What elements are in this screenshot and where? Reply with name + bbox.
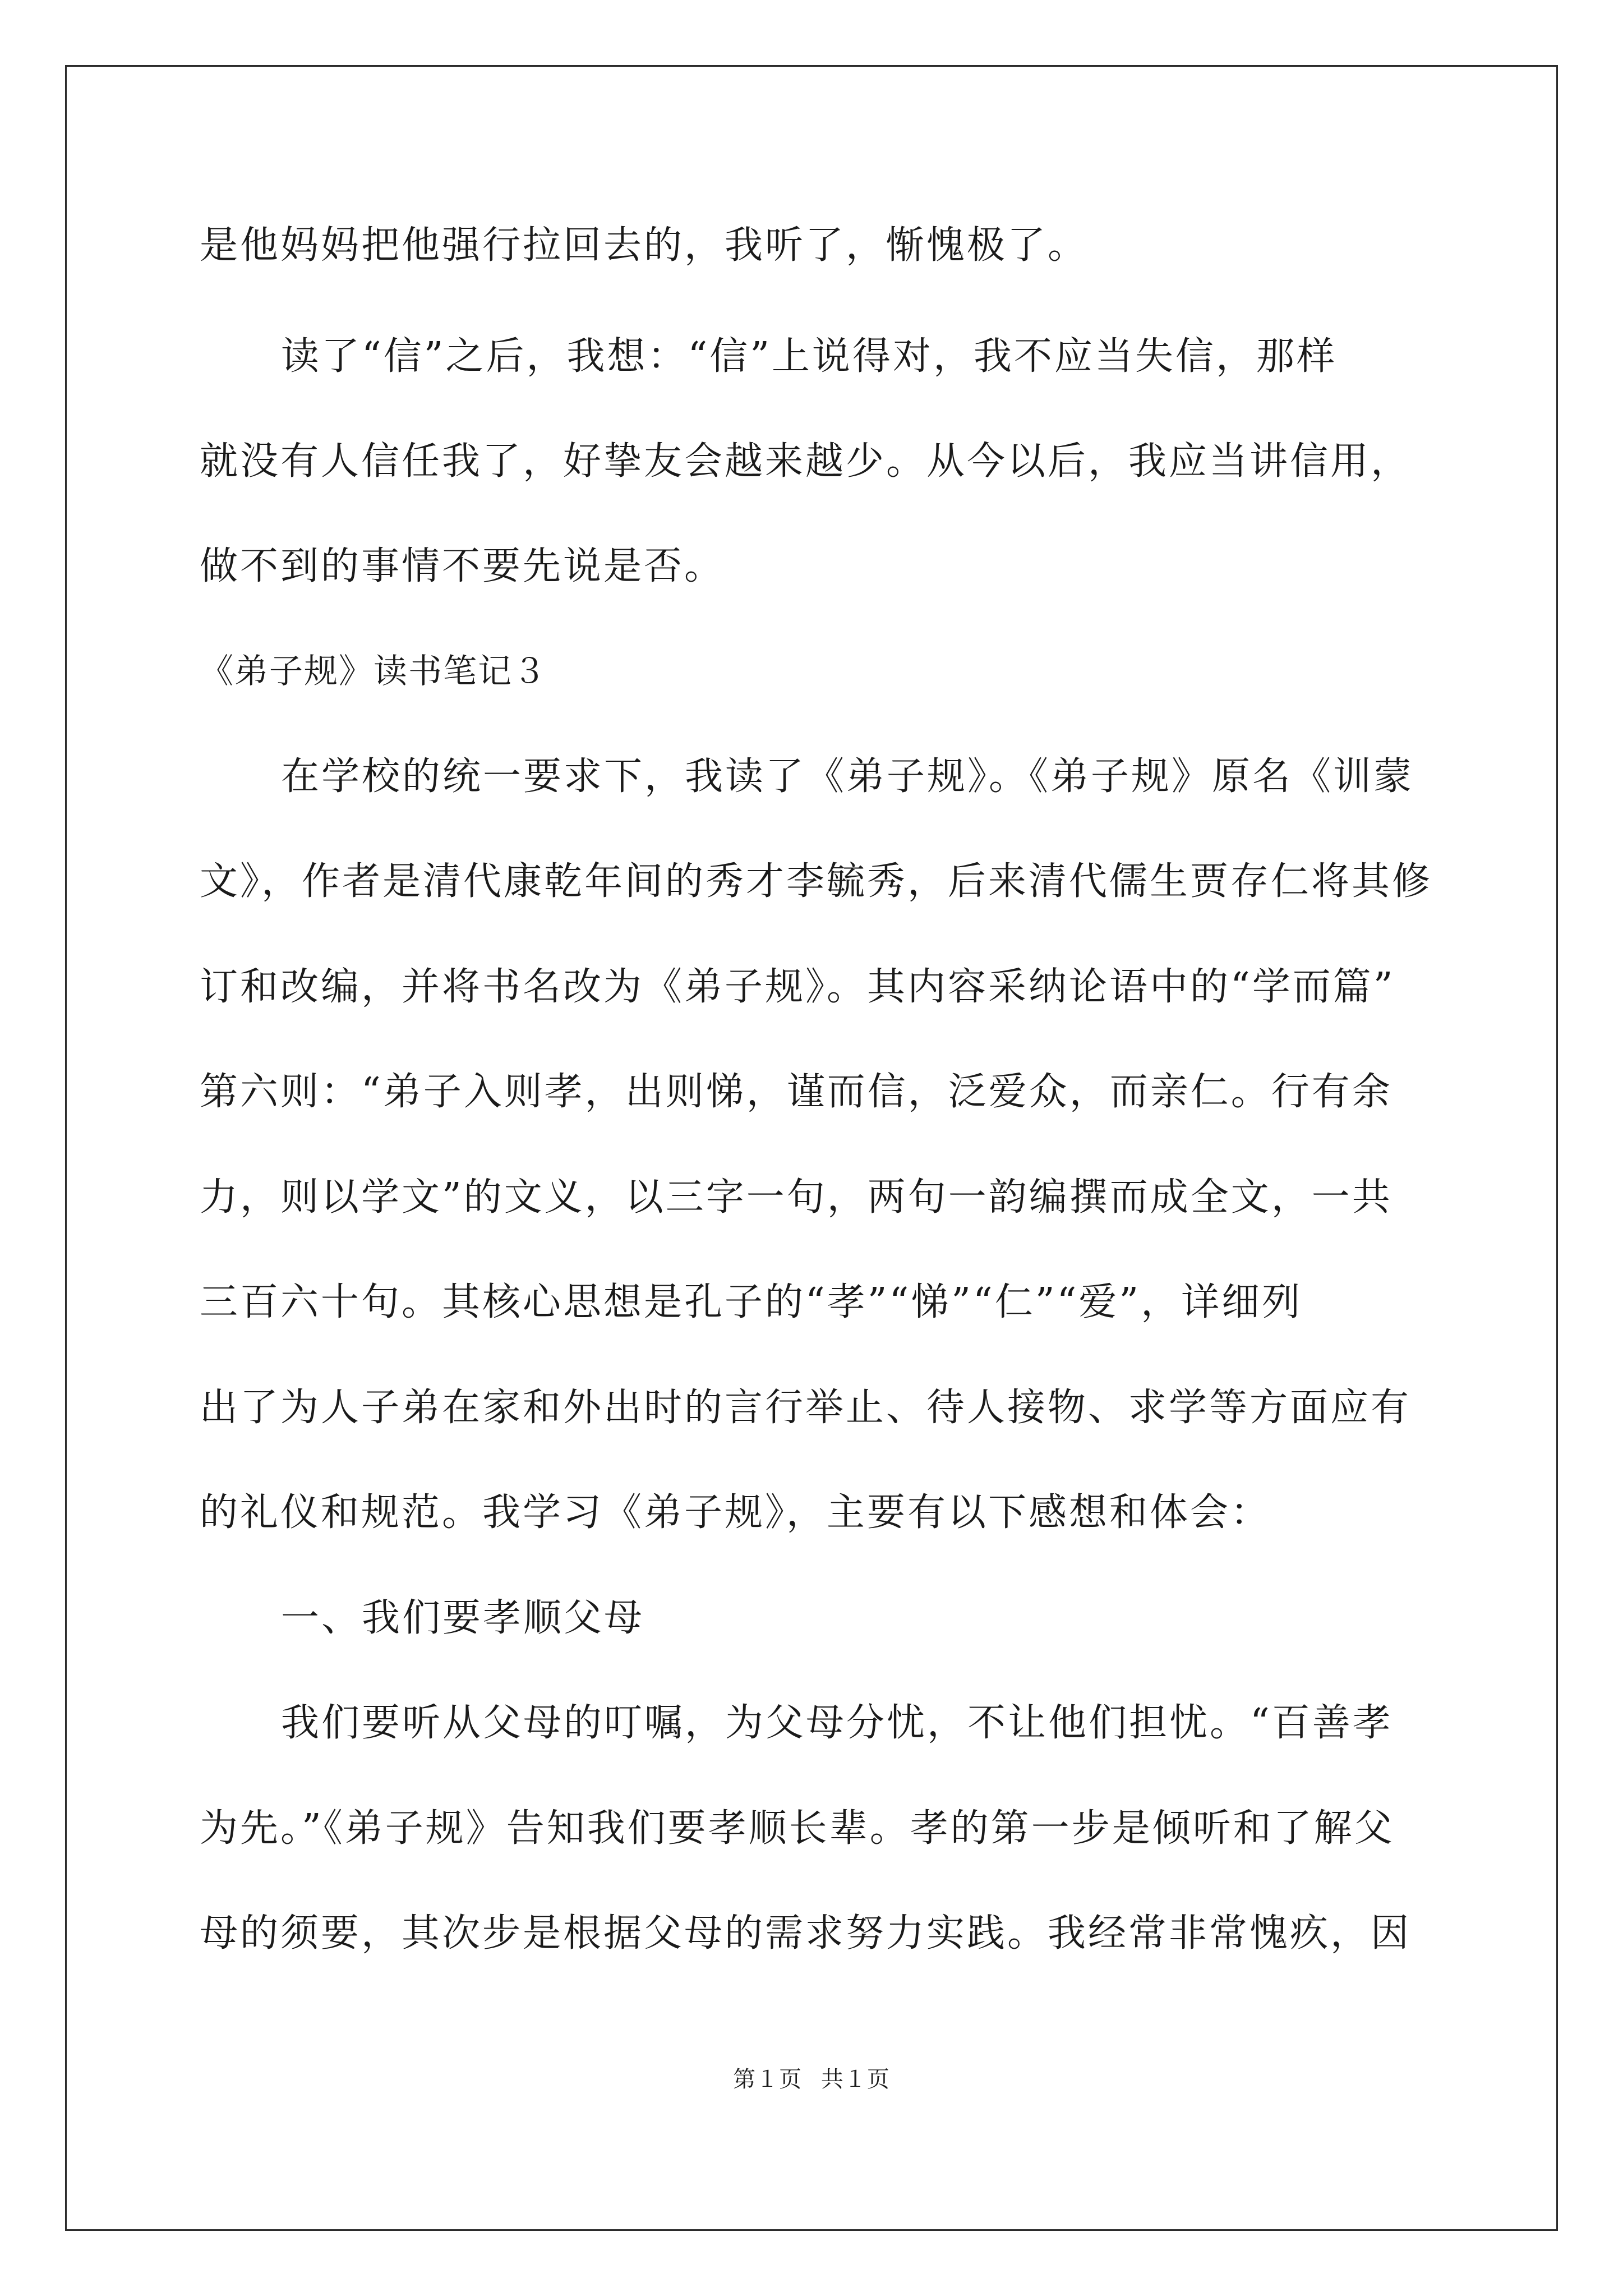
text-line: 做不到的事情不要先说是否。 bbox=[200, 544, 725, 588]
text-line: 力，则以学文”的文义，以三字一句，两句一韵编撰而成全文，一共 bbox=[200, 1175, 1393, 1220]
text-line: 在学校的统一要求下，我读了《弟子规》。《弟子规》原名《训蒙 bbox=[281, 754, 1414, 799]
text-line: 就没有人信任我了，好挚友会越来越少。从今以后，我应当讲信用， bbox=[200, 439, 1412, 484]
text-line: 的礼仪和规范。我学习《弟子规》，主要有以下感想和体会： bbox=[200, 1490, 1271, 1535]
text-line: 为先。”《弟子规》告知我们要孝顺长辈。孝的第一步是倾听和了解父 bbox=[200, 1806, 1395, 1851]
section-heading: 《弟子规》读书笔记３ bbox=[200, 652, 547, 691]
page-footer bbox=[0, 2065, 1623, 2093]
page-border bbox=[65, 65, 1558, 2231]
subheading: 一、我们要孝顺父母 bbox=[281, 1596, 645, 1640]
text-line: 读了“信”之后，我想：“信”上说得对，我不应当失信，那样 bbox=[281, 334, 1338, 379]
text-line: 三百六十句。其核心思想是孔子的“孝”“悌”“仁”“爱”，详细列 bbox=[200, 1280, 1303, 1324]
text-line: 母的须要，其次步是根据父母的需求努力实践。我经常非常愧疚，因 bbox=[200, 1911, 1412, 1955]
text-line: 订和改编，并将书名改为《弟子规》。其内容采纳论语中的“学而篇” bbox=[200, 965, 1395, 1009]
text-line: 我们要听从父母的叮嘱，为父母分忧，不让他们担忧。“百善孝 bbox=[281, 1701, 1393, 1745]
page-number: 第１页 bbox=[733, 2067, 803, 2092]
text-line: 第六则：“弟子入则孝，出则悌，谨而信，泛爱众，而亲仁。行有余 bbox=[200, 1070, 1393, 1114]
page-total: 共１页 bbox=[820, 2067, 890, 2092]
text-line: 是他妈妈把他强行拉回去的，我听了，惭愧极了。 bbox=[200, 223, 1089, 268]
text-line: 文》，作者是清代康乾年间的秀才李毓秀，后来清代儒生贾存仁将其修 bbox=[200, 859, 1433, 904]
text-line: 出了为人子弟在家和外出时的言行举止、待人接物、求学等方面应有 bbox=[200, 1386, 1412, 1430]
